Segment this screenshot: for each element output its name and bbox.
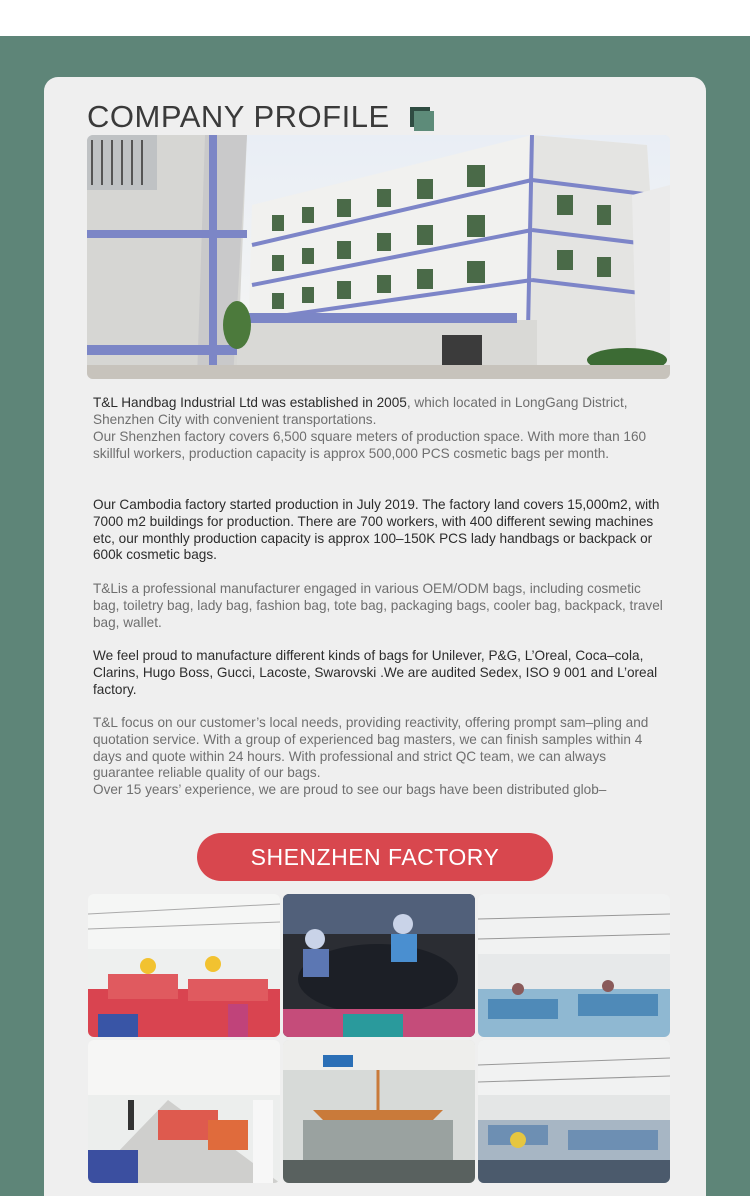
top-strip [0, 0, 750, 36]
workshop-photo-2 [283, 894, 475, 1037]
cambodia-factory-paragraph: Our Cambodia factory started production in July 2019. The factory land covers 15,000m2, with 7000 m2 buildings for production. There are 700 workers, with 400 different sewing machines etc, our monthly production capacity is approx 100–150K PCS lady handbags or backpack or 600k cosmetic bags. [93, 497, 660, 563]
clients-paragraph: We feel proud to manufacture different kinds of bags for Unilever, P&G, L’Oreal, Coca–cola, Clarins, Hugo Boss, Gucci, Lacoste, Swarovski .We are audited Sedex, ISO 9 001 and L’oreal factory. [93, 648, 658, 697]
oem-odm-paragraph: T&Lis a professional manufacturer engaged in various OEM/ODM bags, including cosmetic bag, toiletry bag, lady bag, fashion bag, tote bag, packaging bags, cooler bag, backpack, travel bag, wallet. [93, 581, 663, 630]
shenzhen-factory-button[interactable]: SHENZHEN FACTORY [197, 833, 553, 881]
overlapping-squares-icon [410, 107, 434, 131]
factory-building-photo [87, 135, 670, 379]
customer-focus-paragraph: T&L focus on our customer’s local needs, providing reactivity, offering prompt sam–pling and quotation service. With a group of experienced bag masters, we can finish samples within 4 days and quote within 24 hours. With professional and strict QC team, we can always guarantee reliable quality of our bags. [93, 715, 649, 781]
workshop-photo-5 [283, 1040, 475, 1183]
experience-paragraph: Over 15 years’ experience, we are proud to see our bags have been distributed glob– [93, 782, 607, 797]
title-row [87, 97, 434, 137]
intro-rest-text: , which located in LongGang District, Shenzhen City with convenient transportations. [93, 395, 628, 427]
workshop-photo-6 [478, 1040, 670, 1183]
page-title: COMPANY PROFILE [87, 99, 390, 134]
intro-strong-text: T&L Handbag Industrial Ltd was established in 2005 [93, 395, 407, 410]
shenzhen-factory-paragraph: Our Shenzhen factory covers 6,500 square meters of production space. With more than 160 skillful workers, production capacity is approx 500,000 PCS cosmetic bags per month. [93, 429, 647, 461]
intro-paragraph [93, 395, 663, 429]
workshop-photo-3 [478, 894, 670, 1037]
workshop-photo-4 [88, 1040, 280, 1183]
workshop-photo-1 [88, 894, 280, 1037]
company-profile-card [44, 77, 706, 1196]
